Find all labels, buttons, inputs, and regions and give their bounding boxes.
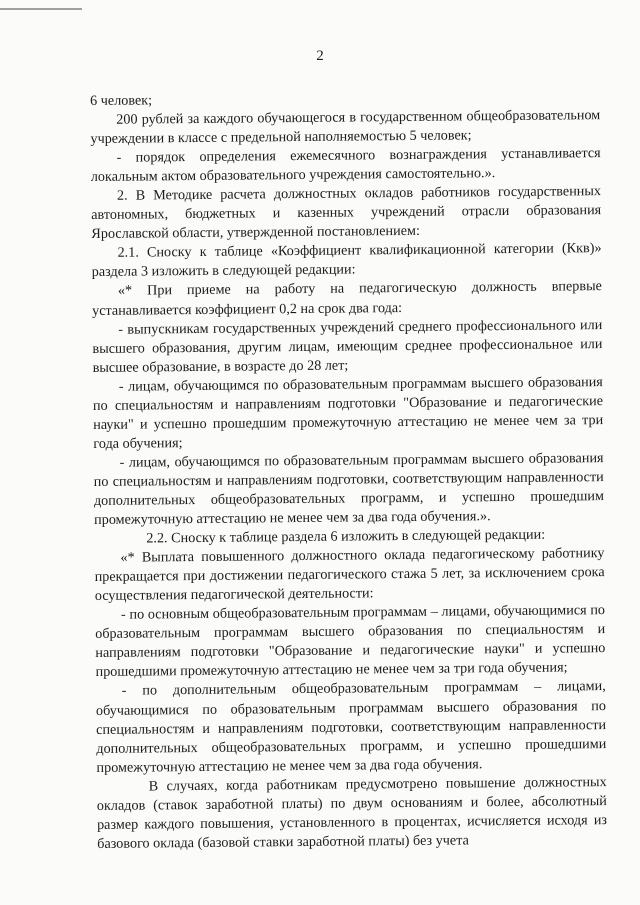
paragraph: 2.1. Сноску к таблице «Коэффициент квалификационной категории (Ккв)» раздела 3 изложить в следующей редакции: — [91, 240, 602, 281]
paragraph: 2.2. Сноску к таблице раздела 6 изложить в следующей редакции: — [146, 526, 546, 547]
paragraph: - по дополнительным общеобразовательным программам – лицами, обучающимися по образовательным программам высшего образования по специальностям и направлениям подготовки, соответствующим направленности дополнительных общеобразовательных программ, и успешно прошедшими промежуточную аттестацию не менее чем за два года обучения. — [95, 678, 607, 776]
document-body — [90, 87, 607, 854]
paragraph: 2. В Методике расчета должностных окладов работников государственных автономных, бюджетных и казенных учреждений отрасли образования Ярославской области, утвержденной постановлением: — [91, 183, 602, 243]
paragraph: - лицам, обучающимся по образовательным программам высшего образования по специальностям и направлениям подготовки, соответствующим направленности дополнительных общеобразовательных программ, и успешно прошедшим промежуточную аттестацию не менее чем за два года обучения.». — [93, 449, 604, 529]
paragraph: 6 человек; — [90, 92, 153, 109]
scan-artifact-line — [0, 8, 82, 10]
page-number: 2 — [316, 48, 324, 64]
paragraph: - выпускникам государственных учреждений среднего профессионального или высшего образования, другим лицам, имеющим среднее профессиональное или высшее образование, в возрасте до 28 лет; — [92, 316, 603, 376]
paragraph: - по основным общеобразовательным программам – лицами, обучающимися по образовательным программам высшего образования по специальностям и направлениям подготовки "Образование и педагогические науки" и успешно прошедшими промежуточную аттестацию не менее чем за три года обучения; — [95, 602, 606, 681]
paragraph: «* Выплата повышенного должностного оклада педагогическому работнику прекращается при достижении педагогического стажа 5 лет, за исключением срока осуществления педагогической деятельности: — [94, 545, 605, 605]
paragraph: В случаях, когда работникам предусмотрено повышение должностных окладов (ставок заработной платы) по двум основаниям и более, абсолютный размер каждого повышения, установленного в процентах, исчисляется исходя из базового оклада (базовой ставки заработной платы) без учета — [96, 773, 608, 852]
paragraph: «* При приеме на работу на педагогическую должность впервые устанавливается коэффициент 0,2 на срок два года: — [92, 278, 602, 319]
paragraph: - порядок определения ежемесячного вознаграждения устанавливается локальным актом образовательного учреждения самостоятельно.». — [90, 145, 601, 186]
paragraph: - лицам, обучающимся по образовательным программам высшего образования по специальностям и направлениям подготовки "Образование и педагогические науки" и успешно прошедшим промежуточную аттестацию не менее чем за три года обучения; — [92, 373, 604, 452]
paragraph: 200 рублей за каждого обучающегося в государственном общеобразовательном учреждении в классе с предельной наполняемостью 5 человек; — [90, 107, 601, 148]
